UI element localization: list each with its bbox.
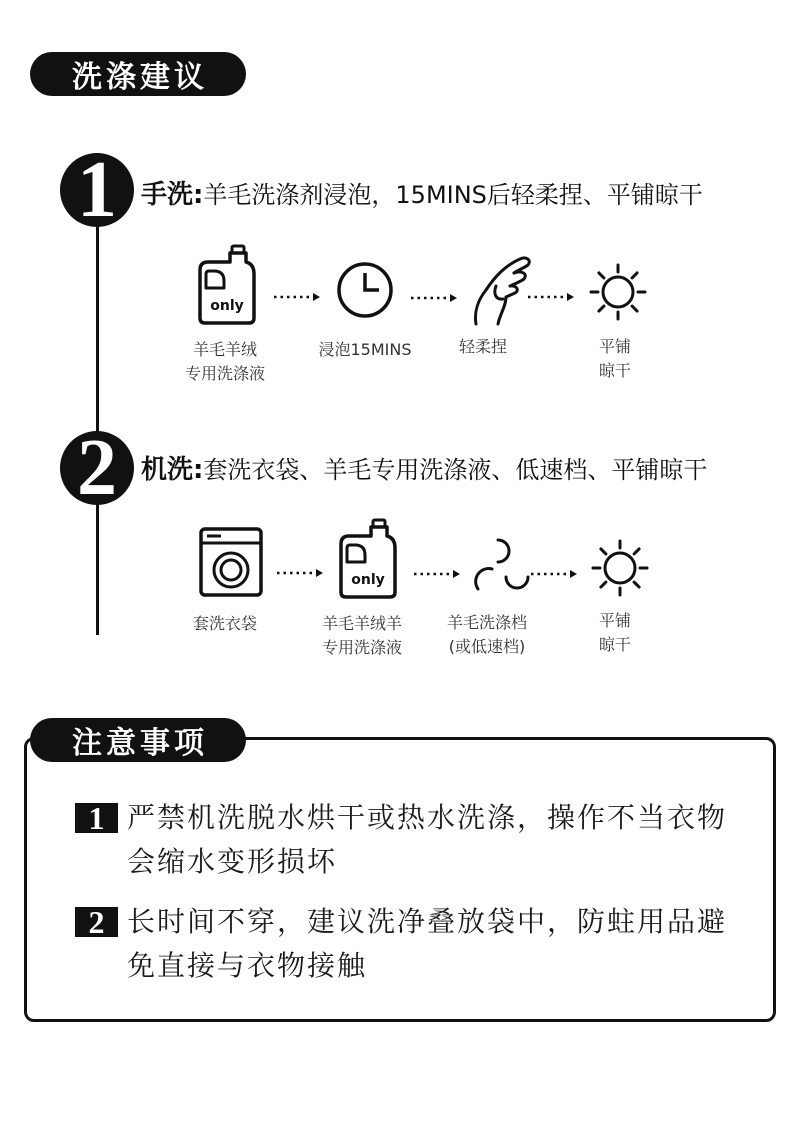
detergent-bottle-icon xyxy=(337,518,399,600)
step-number-badge: 1 xyxy=(60,153,134,227)
note-text-line: 严禁机洗脱水烘干或热水洗涤，操作不当衣物 xyxy=(127,801,728,834)
icon-label-line: 轻柔捏 xyxy=(458,337,507,356)
dotted-arrow-icon xyxy=(530,569,578,579)
icon-label-line: 专用洗涤液 xyxy=(184,364,265,383)
bottle-badge-text: only xyxy=(351,572,385,588)
icon-label xyxy=(170,612,280,636)
gentle-cycle-icon xyxy=(468,537,532,601)
icon-label xyxy=(428,335,538,359)
icon-label xyxy=(307,612,417,660)
note-text-line: 会缩水变形损坏 xyxy=(127,845,338,878)
dotted-arrow-icon xyxy=(273,292,321,302)
clock-icon xyxy=(335,260,395,320)
step-description: 羊毛洗涤剂浸泡，15MINS后轻柔捏、平铺晾干 xyxy=(203,181,703,209)
step-heading xyxy=(141,453,707,487)
wash-advice-title: 洗涤建议 xyxy=(30,52,246,96)
dotted-arrow-icon xyxy=(276,568,324,578)
icon-label xyxy=(310,338,420,362)
note-number-badge: 2 xyxy=(75,907,118,937)
detergent-bottle-icon xyxy=(196,244,258,326)
icon-label-line: 晾干 xyxy=(598,635,631,654)
icon-label xyxy=(432,611,542,659)
icon-label-line: 晾干 xyxy=(598,361,631,380)
icon-label-line: 平铺 xyxy=(598,611,631,630)
note-text-line: 免直接与衣物接触 xyxy=(127,949,368,982)
step-method-label: 手洗: xyxy=(141,180,204,210)
icon-label xyxy=(560,609,670,657)
icon-label-line: 羊毛羊绒 xyxy=(192,340,257,359)
hand-squeeze-icon xyxy=(468,254,534,326)
step-method-label: 机洗: xyxy=(141,455,204,485)
icon-label xyxy=(560,335,670,383)
icon-label-line: 平铺 xyxy=(598,337,631,356)
dotted-arrow-icon xyxy=(413,569,461,579)
dotted-arrow-icon xyxy=(527,292,575,302)
step-heading xyxy=(141,178,703,212)
icon-label-line: 专用洗涤液 xyxy=(321,638,402,657)
icon-label-line: 浸泡15MINS xyxy=(318,340,412,359)
icon-label-line: (或低速档) xyxy=(448,637,526,656)
icon-label-line: 羊毛洗涤档 xyxy=(446,613,527,632)
sun-icon xyxy=(588,262,648,322)
timeline-line xyxy=(96,200,99,635)
icon-label-line: 羊毛羊绒羊 xyxy=(321,614,402,633)
step-description: 套洗衣袋、羊毛专用洗涤液、低速档、平铺晾干 xyxy=(203,456,708,484)
dotted-arrow-icon xyxy=(410,293,458,303)
sun-icon xyxy=(590,538,650,598)
icon-label xyxy=(170,338,280,386)
note-number-badge: 1 xyxy=(75,803,118,833)
notes-title: 注意事项 xyxy=(30,718,246,762)
note-text-line: 长时间不穿，建议洗净叠放袋中，防蛀用品避 xyxy=(127,905,728,938)
bottle-badge-text: only xyxy=(210,298,244,314)
icon-label-line: 套洗衣袋 xyxy=(192,614,257,633)
step-number-badge: 2 xyxy=(60,431,134,505)
washing-machine-icon xyxy=(199,527,263,597)
